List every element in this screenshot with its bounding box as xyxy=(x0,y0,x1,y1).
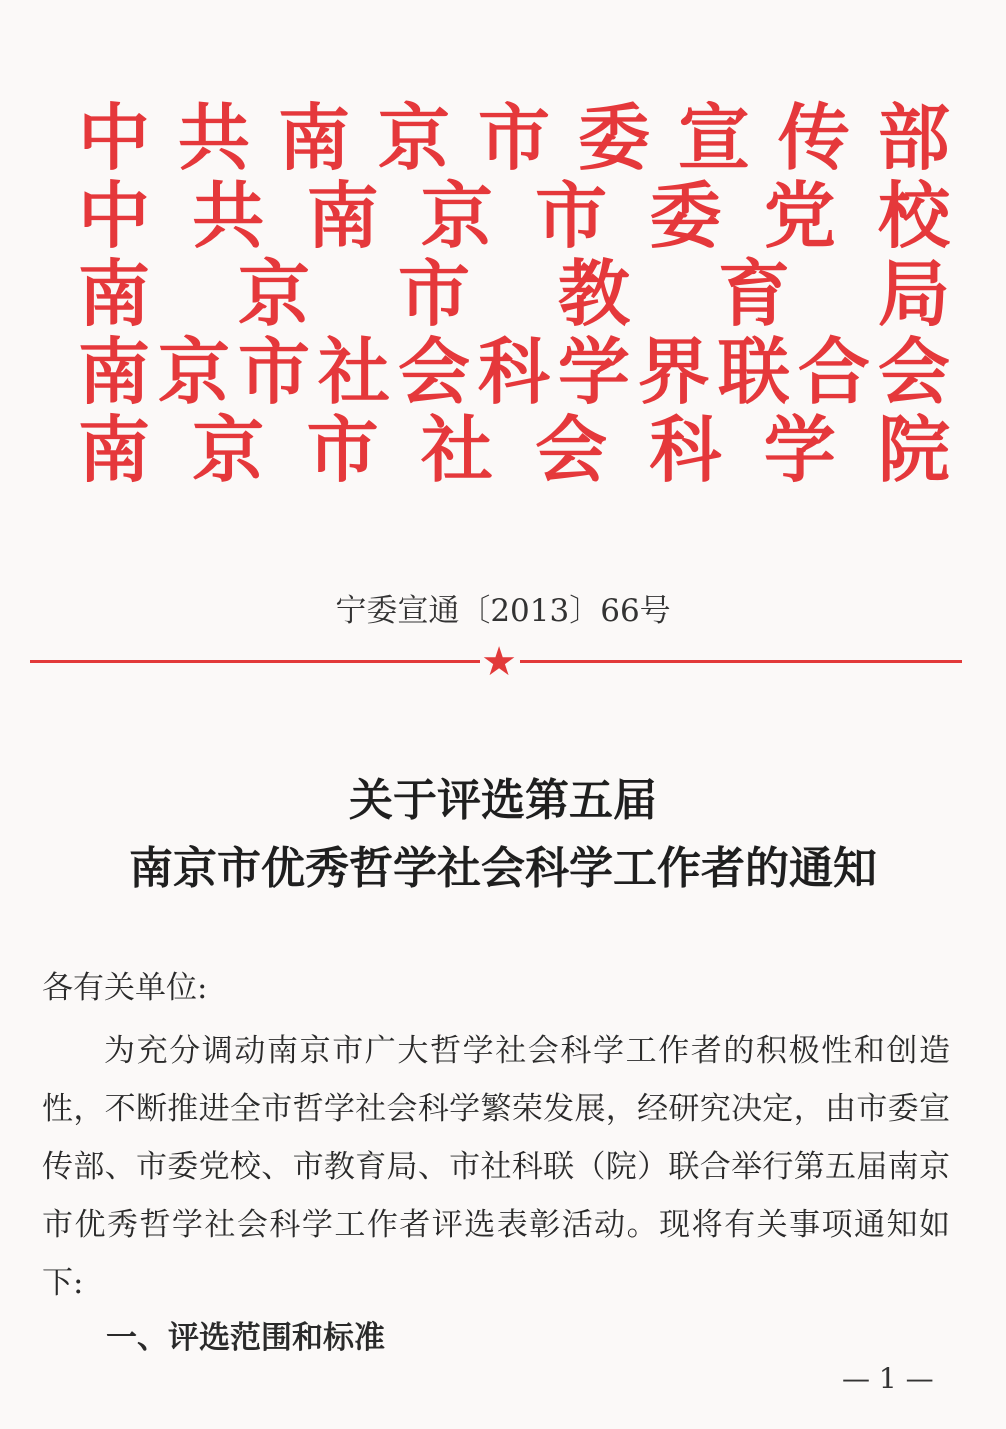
issuer-char: 学 xyxy=(763,408,836,492)
issuer-char: 委 xyxy=(577,96,650,180)
issuer-char: 党 xyxy=(763,174,836,258)
issuer-char: 市 xyxy=(477,96,550,180)
issuer-char: 南 xyxy=(277,96,350,180)
body-paragraph: 为充分调动南京市广大哲学社会科学工作者的积极性和创造性，不断推进全市哲学社会科学繁荣发展，经研究决定，由市委宣传部、市委党校、市教育局、市社科联（院）联合举行第五届南京市优秀哲学社会科学工作者评选表彰活动。现将有关事项通知如下: xyxy=(42,1033,950,1301)
issuer-char: 宣 xyxy=(677,96,750,180)
issuer-line-2 xyxy=(78,174,950,258)
issuer-char: 京 xyxy=(377,96,450,180)
notice-title-line-1: 关于评选第五届 xyxy=(349,775,657,826)
page-number: — 1 — xyxy=(842,1362,934,1395)
issuer-char: 中 xyxy=(78,96,151,180)
red-divider-right xyxy=(520,660,962,663)
salutation: 各有关单位: xyxy=(42,970,208,1006)
issuer-char: 学 xyxy=(557,330,630,414)
issuer-char: 市 xyxy=(306,408,379,492)
issuer-char: 合 xyxy=(797,330,870,414)
issuer-char: 南 xyxy=(78,330,151,414)
star-icon: ★ xyxy=(481,639,517,685)
issuer-char: 南 xyxy=(78,408,151,492)
issuer-line-5 xyxy=(78,408,950,492)
issuer-char: 共 xyxy=(177,96,250,180)
issuer-char: 科 xyxy=(477,330,550,414)
issuer-char: 京 xyxy=(192,408,265,492)
issuer-char: 局 xyxy=(877,252,950,336)
issuer-char: 市 xyxy=(397,252,470,336)
issuer-char: 市 xyxy=(535,174,608,258)
issuer-char: 共 xyxy=(192,174,265,258)
issuer-char: 界 xyxy=(637,330,710,414)
document-number: 宁委宣通〔2013〕66号 xyxy=(335,593,671,629)
issuer-char: 会 xyxy=(535,408,608,492)
issuer-char: 部 xyxy=(877,96,950,180)
red-divider-left xyxy=(30,660,480,663)
notice-title-line-2: 南京市优秀哲学社会科学工作者的通知 xyxy=(129,843,877,894)
issuer-char: 教 xyxy=(557,252,630,336)
section-heading: 一、评选范围和标准 xyxy=(106,1320,385,1356)
issuer-char: 京 xyxy=(420,174,493,258)
issuer-line-1 xyxy=(78,96,950,180)
issuer-line-3 xyxy=(78,252,950,336)
issuer-char: 科 xyxy=(649,408,722,492)
issuer-char: 会 xyxy=(877,330,950,414)
issuer-char: 京 xyxy=(237,252,310,336)
issuer-char: 校 xyxy=(877,174,950,258)
issuer-line-4 xyxy=(78,330,950,414)
issuer-char: 南 xyxy=(78,252,151,336)
issuer-char: 社 xyxy=(420,408,493,492)
issuer-char: 院 xyxy=(877,408,950,492)
issuer-char: 联 xyxy=(717,330,790,414)
issuer-char: 京 xyxy=(157,330,230,414)
issuer-char: 南 xyxy=(306,174,379,258)
issuer-char: 中 xyxy=(78,174,151,258)
issuer-char: 传 xyxy=(777,96,850,180)
issuer-char: 会 xyxy=(397,330,470,414)
issuer-char: 社 xyxy=(317,330,390,414)
issuer-char: 市 xyxy=(237,330,310,414)
issuer-char: 育 xyxy=(717,252,790,336)
issuer-char: 委 xyxy=(649,174,722,258)
